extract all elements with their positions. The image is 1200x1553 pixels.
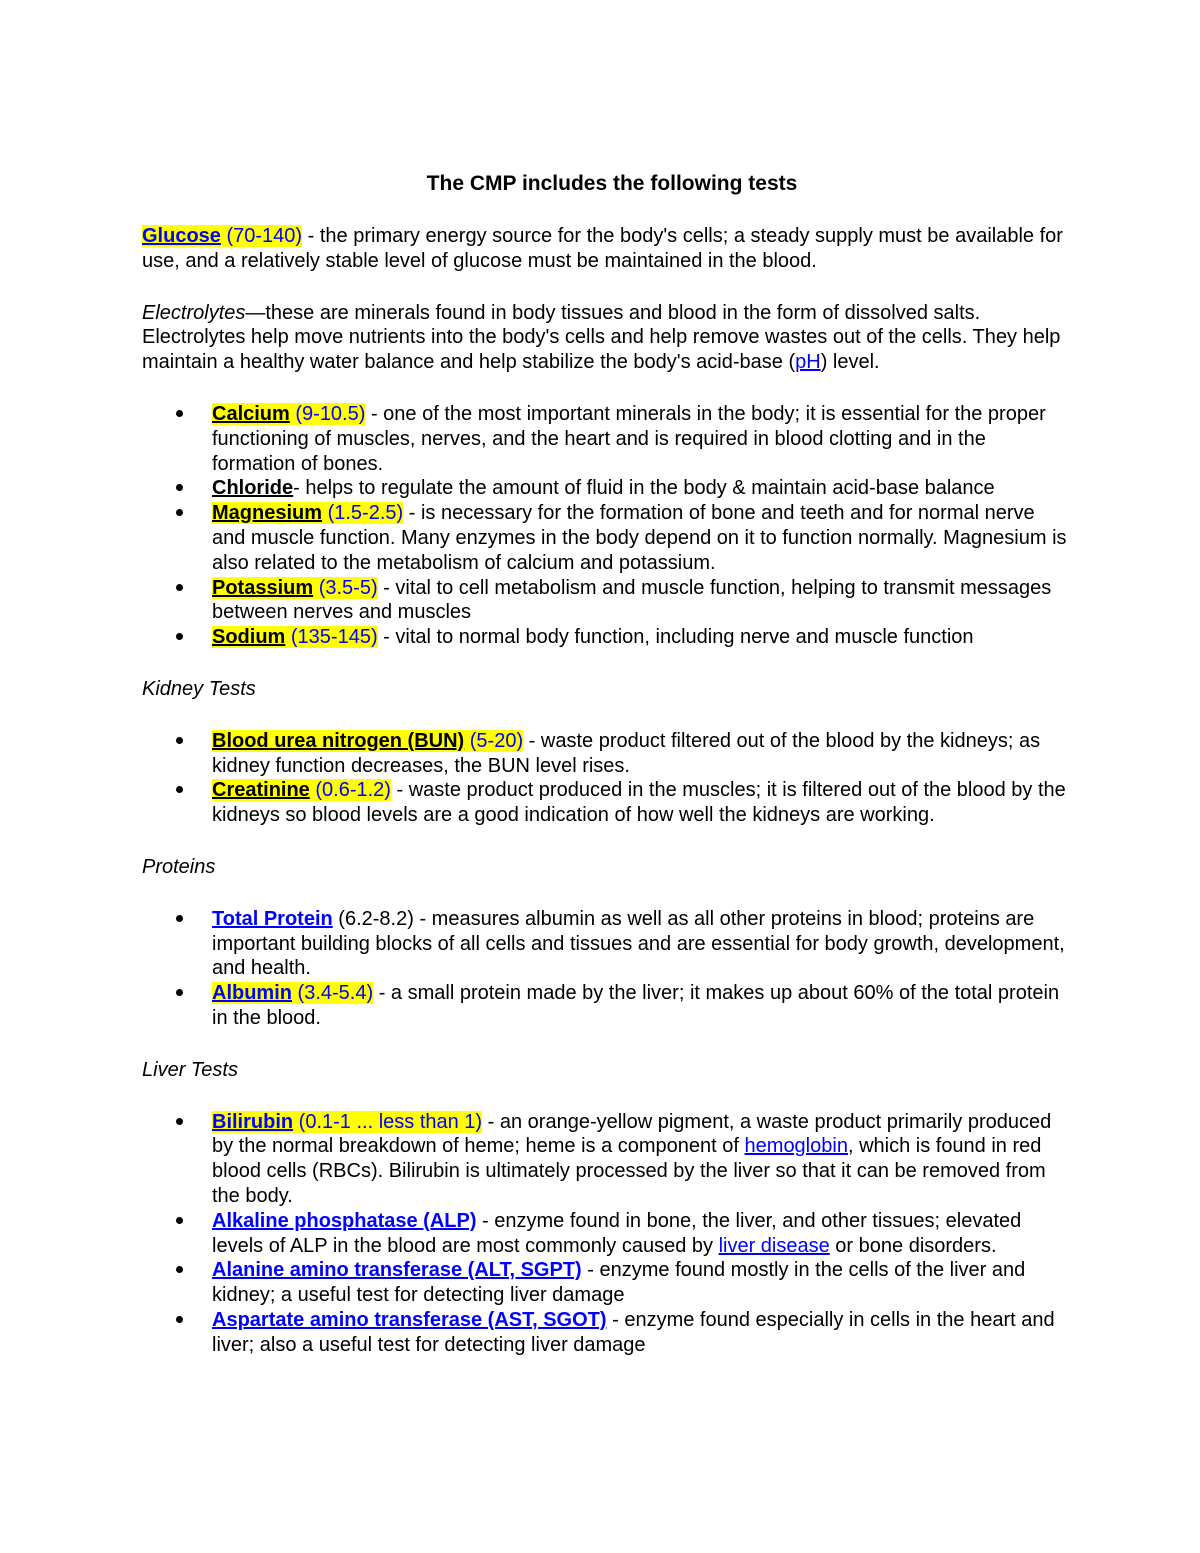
list-item bbox=[142, 625, 1072, 650]
ast-link[interactable]: Aspartate amino transferase (AST, SGOT) bbox=[212, 1308, 607, 1331]
ph-link[interactable]: pH bbox=[795, 351, 821, 374]
bilirubin-range: (0.1-1 ... less than 1) bbox=[293, 1110, 483, 1133]
calcium-range: (9-10.5) bbox=[289, 402, 366, 425]
potassium-range: (3.5-5) bbox=[313, 576, 378, 599]
bun-desc: - waste product filtered out of the blood by the kidneys; as kidney function decreases, the BUN level rises. bbox=[212, 729, 1041, 777]
electrolytes-label: Electrolytes bbox=[142, 301, 246, 324]
calcium-desc: - one of the most important minerals in the body; it is essential for the proper functioning of muscles, nerves, and the heart and is required in blood clotting and in the formation of bones. bbox=[212, 402, 1046, 475]
proteins-list bbox=[142, 907, 1072, 1031]
document-body bbox=[142, 171, 1072, 1357]
total-protein-range: (6.2-8.2) bbox=[332, 907, 414, 930]
list-item bbox=[142, 981, 1072, 1031]
sodium-range: (135-145) bbox=[285, 626, 378, 649]
list-item bbox=[142, 729, 1072, 779]
potassium-term: Potassium bbox=[212, 576, 314, 599]
alp-desc: - enzyme found in bone, the liver, and other tissues; elevated levels of ALP in the blood are most commonly caused by bbox=[212, 1209, 1022, 1257]
kidney-list bbox=[142, 729, 1072, 828]
magnesium-desc: - is necessary for the formation of bone and teeth and for normal nerve and muscle function. Many enzymes in the body depend on it to function normally. Magnesium is also related to the metabolism of calcium and potassium. bbox=[212, 502, 1067, 574]
calcium-term: Calcium bbox=[212, 402, 290, 425]
hemoglobin-link[interactable]: hemoglobin bbox=[744, 1135, 848, 1158]
chloride-term: Chloride bbox=[212, 477, 294, 500]
glucose-link[interactable]: Glucose bbox=[142, 225, 221, 247]
albumin-range: (3.4-5.4) bbox=[292, 982, 374, 1005]
liver-disease-link[interactable]: liver disease bbox=[718, 1234, 830, 1257]
glucose-paragraph bbox=[142, 224, 1072, 274]
magnesium-term: Magnesium bbox=[212, 502, 323, 525]
ast-desc: - enzyme found especially in cells in the heart and liver; also a useful test for detecting liver damage bbox=[212, 1308, 1055, 1356]
list-item bbox=[142, 402, 1072, 476]
list-item bbox=[142, 501, 1072, 575]
alt-desc: - enzyme found mostly in the cells of the liver and kidney; a useful test for detecting liver damage bbox=[212, 1259, 1026, 1307]
list-item bbox=[142, 1209, 1072, 1259]
list-item bbox=[142, 1308, 1072, 1358]
bilirubin-link[interactable]: Bilirubin bbox=[212, 1110, 294, 1133]
glucose-range: (70-140) bbox=[220, 225, 303, 247]
chloride-desc: - helps to regulate the amount of fluid in the body & maintain acid-base balance bbox=[293, 477, 995, 500]
list-item bbox=[142, 576, 1072, 626]
sodium-term: Sodium bbox=[212, 626, 286, 649]
albumin-link[interactable]: Albumin bbox=[212, 982, 292, 1005]
bilirubin-desc-end: , which is found in red blood cells (RBCs). Bilirubin is ultimately processed by the liver so that it can be removed from the body. bbox=[212, 1135, 1046, 1207]
alp-link[interactable]: Alkaline phosphatase (ALP) bbox=[212, 1209, 477, 1232]
liver-heading: Liver Tests bbox=[142, 1058, 238, 1081]
alp-desc-end: or bone disorders. bbox=[829, 1234, 997, 1257]
alt-link[interactable]: Alanine amino transferase (ALT, SGPT) bbox=[212, 1259, 582, 1282]
creatinine-desc: - waste product produced in the muscles; it is filtered out of the blood by the kidneys so blood levels are a good indication of how well the kidneys are working. bbox=[212, 779, 1066, 827]
albumin-desc: - a small protein made by the liver; it makes up about 60% of the total protein in the blood. bbox=[212, 982, 1060, 1029]
electrolytes-text: —these are minerals found in body tissues and blood in the form of dissolved salts. Electrolytes help move nutrients into the body's cells and help remove wastes out of the cells. They help maintain a healthy water balance and help stabilize the body's acid-base ( bbox=[142, 301, 1061, 374]
potassium-desc: - vital to cell metabolism and muscle function, helping to transmit messages between nerves and muscles bbox=[212, 576, 1052, 624]
bun-range: (5-20) bbox=[464, 729, 524, 752]
creatinine-range: (0.6-1.2) bbox=[309, 779, 391, 802]
magnesium-range: (1.5-2.5) bbox=[322, 502, 404, 525]
electrolytes-text-end: ) level. bbox=[820, 351, 880, 374]
bun-term: Blood urea nitrogen (BUN) bbox=[212, 729, 465, 752]
list-item bbox=[142, 1110, 1072, 1209]
sodium-desc: - vital to normal body function, including nerve and muscle function bbox=[377, 626, 974, 649]
glucose-desc: - the primary energy source for the body's cells; a steady supply must be available for use, and a relatively stable level of glucose must be maintained in the blood. bbox=[142, 225, 1063, 272]
total-protein-desc: - measures albumin as well as all other proteins in blood; proteins are important building blocks of all cells and tissues and are essential for body growth, development, and health. bbox=[212, 907, 1065, 980]
electrolytes-paragraph bbox=[142, 301, 1072, 375]
liver-list bbox=[142, 1110, 1072, 1358]
list-item bbox=[142, 476, 1072, 501]
page-title: The CMP includes the following tests bbox=[426, 172, 798, 195]
bilirubin-desc: - an orange-yellow pigment, a waste product primarily produced by the normal breakdown of heme; heme is a component of bbox=[212, 1110, 1052, 1158]
total-protein-link[interactable]: Total Protein bbox=[212, 907, 333, 930]
kidney-heading: Kidney Tests bbox=[142, 677, 256, 700]
creatinine-term: Creatinine bbox=[212, 779, 310, 802]
list-item bbox=[142, 778, 1072, 828]
list-item bbox=[142, 907, 1072, 981]
list-item bbox=[142, 1258, 1072, 1308]
electrolytes-list bbox=[142, 402, 1072, 650]
proteins-heading: Proteins bbox=[142, 855, 216, 878]
